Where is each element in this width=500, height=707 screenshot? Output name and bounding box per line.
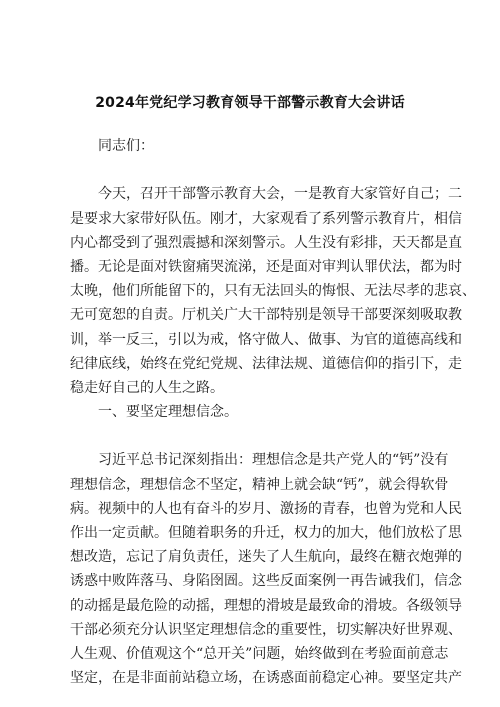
paragraph-gap	[70, 424, 432, 448]
salutation: 同志们：	[98, 138, 154, 154]
text-line: 理想信念，理想信念不坚定，精神上就会缺“钙”，就会得软骨	[70, 476, 449, 493]
text-line: 诱惑中败阵落马、身陷囹圄。这些反面案例一再告诫我们，信念	[70, 573, 462, 590]
text-line: 习近平总书记深刻指出：理想信念是共产党人的“钙”没有	[98, 452, 449, 469]
text-line: 今天，召开干部警示教育大会，一是教育大家管好自己；二	[98, 186, 462, 203]
text-line: 干部必须充分认识坚定理想信念的重要性，切实解决好世界观、	[70, 621, 462, 638]
paragraph-gap	[70, 158, 432, 182]
paragraph-1	[70, 182, 476, 400]
text-line: 是要求大家带好队伍。刚才，大家观看了系列警示教育片，相信	[70, 210, 462, 227]
text-line: 病。视频中的人也有奋斗的岁月、激扬的青春，也曾为党和人民	[70, 500, 462, 517]
document-title: 2024年党纪学习教育领导干部警示教育大会讲话	[95, 95, 405, 111]
text-line: 太晚，他们所能留下的，只有无法回头的悔恨、无法尽孝的悲哀、	[70, 283, 476, 300]
text-line: 想改造，忘记了肩负责任，迷失了人生航向，最终在糖衣炮弹的	[70, 549, 462, 566]
text-line: 纪律底线，始终在党纪党规、法律法规、道德信仰的指引下，走	[70, 355, 462, 372]
text-line: 人生观、价值观这个“总开关”问题，始终做到在考验面前意志	[70, 645, 449, 662]
text-line: 播。无论是面对铁窗痛哭流涕，还是面对审判认罪伏法，都为时	[70, 258, 462, 275]
text-line: 训，举一反三，引以为戒，恪守做人、做事、为官的道德高线和	[70, 331, 462, 348]
text-line: 作出一定贡献。但随着职务的升迁，权力的加大，他们放松了思	[70, 525, 462, 541]
text-line: 坚定，在是非面前站稳立场，在诱惑面前稳定心神。要坚定共产	[70, 670, 462, 687]
section-heading: 一、要坚定理想信念。	[98, 404, 238, 421]
document-body	[70, 134, 476, 690]
paragraph-2	[70, 448, 462, 690]
text-line: 的动摇是最危险的动摇，理想的滑坡是最致命的滑坡。各级领导	[70, 597, 462, 614]
text-line: 无可宽恕的自责。厅机关广大干部特别是领导干部要深刻吸取教	[70, 307, 462, 324]
text-line: 稳走好自己的人生之路。	[70, 379, 224, 396]
text-line: 内心都受到了强烈震撼和深刻警示。人生没有彩排，天天都是直	[70, 234, 462, 251]
